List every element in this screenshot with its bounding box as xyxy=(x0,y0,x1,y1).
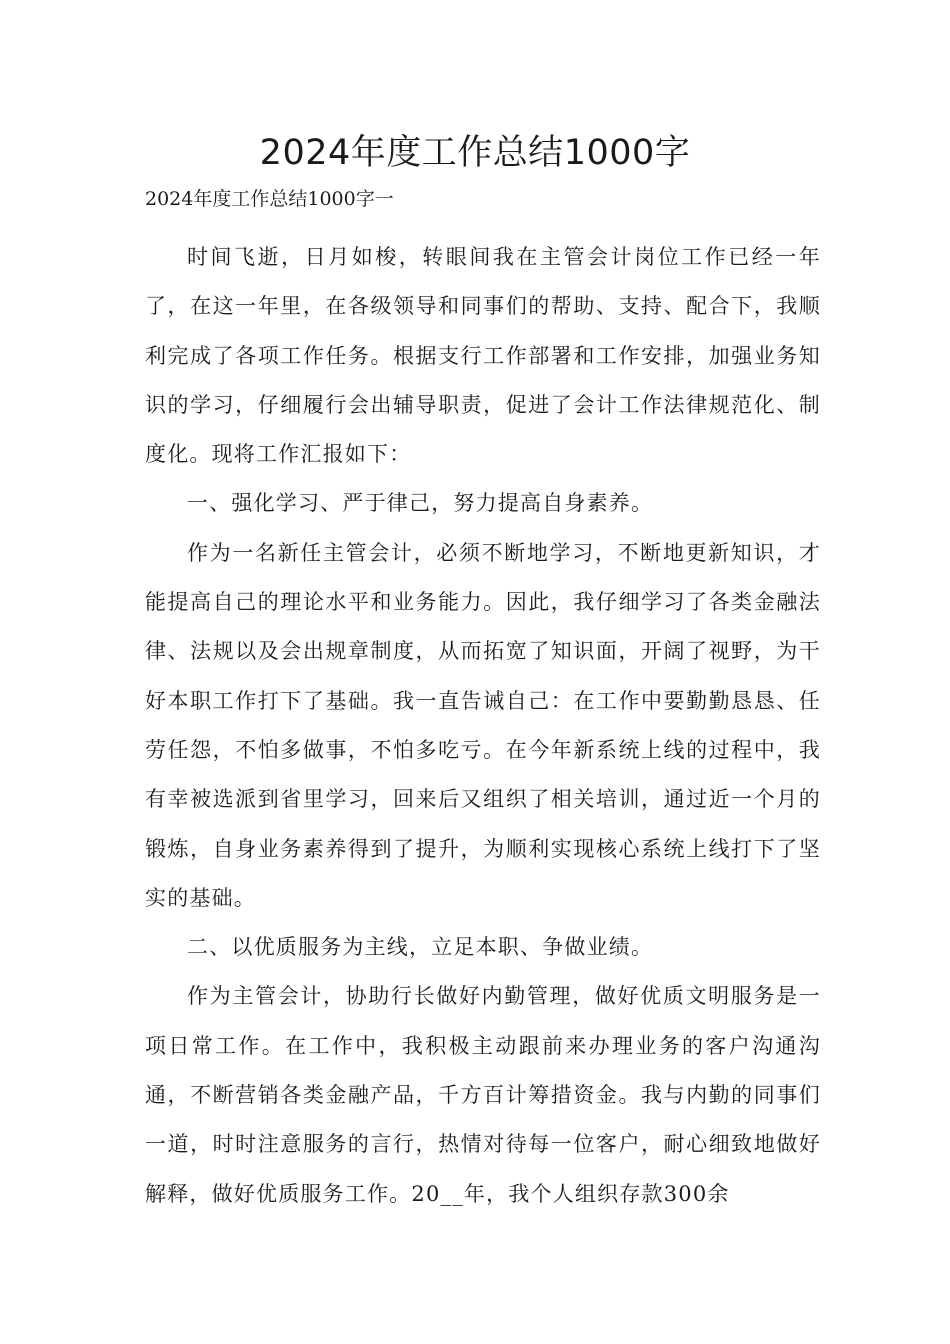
section-heading-1: 一、强化学习、严于律己，努力提高自身素养。 xyxy=(187,491,654,516)
document-title: 2024年度工作总结1000字 xyxy=(259,133,691,173)
document-body xyxy=(145,233,821,1219)
paragraph-section-2: 作为主管会计，协助行长做好内勤管理，做好优质文明服务是一项日常工作。在工作中，我积极主动跟前来办理业务的客户沟通沟通，不断营销各类金融产品，千方百计筹措资金。我与内勤的同事们一道，时时注意服务的言行，热情对待每一位客户，耐心细致地做好解释，做好优质服务工作。20__年，我个人组织存款300余 xyxy=(145,984,821,1206)
document-subtitle: 2024年度工作总结1000字一 xyxy=(145,188,394,210)
paragraph-intro: 时间飞逝，日月如梭，转眼间我在主管会计岗位工作已经一年了，在这一年里，在各级领导和同事们的帮助、支持、配合下，我顺利完成了各项工作任务。根据支行工作部署和工作安排，加强业务知识的学习，仔细履行会出辅导职责，促进了会计工作法律规范化、制度化。现将工作汇报如下： xyxy=(145,245,821,467)
paragraph-section-1: 作为一名新任主管会计，必须不断地学习，不断地更新知识，才能提高自己的理论水平和业务能力。因此，我仔细学习了各类金融法律、法规以及会出规章制度，从而拓宽了知识面，开阔了视野，为干好本职工作打下了基础。我一直告诫自己：在工作中要勤勤恳恳、任劳任怨，不怕多做事，不怕多吃亏。在今年新系统上线的过程中，我有幸被选派到省里学习，回来后又组织了相关培训，通过近一个月的锻炼，自身业务素养得到了提升，为顺利实现核心系统上线打下了坚实的基础。 xyxy=(145,540,821,910)
section-heading-2: 二、以优质服务为主线，立足本职、争做业绩。 xyxy=(187,935,654,960)
